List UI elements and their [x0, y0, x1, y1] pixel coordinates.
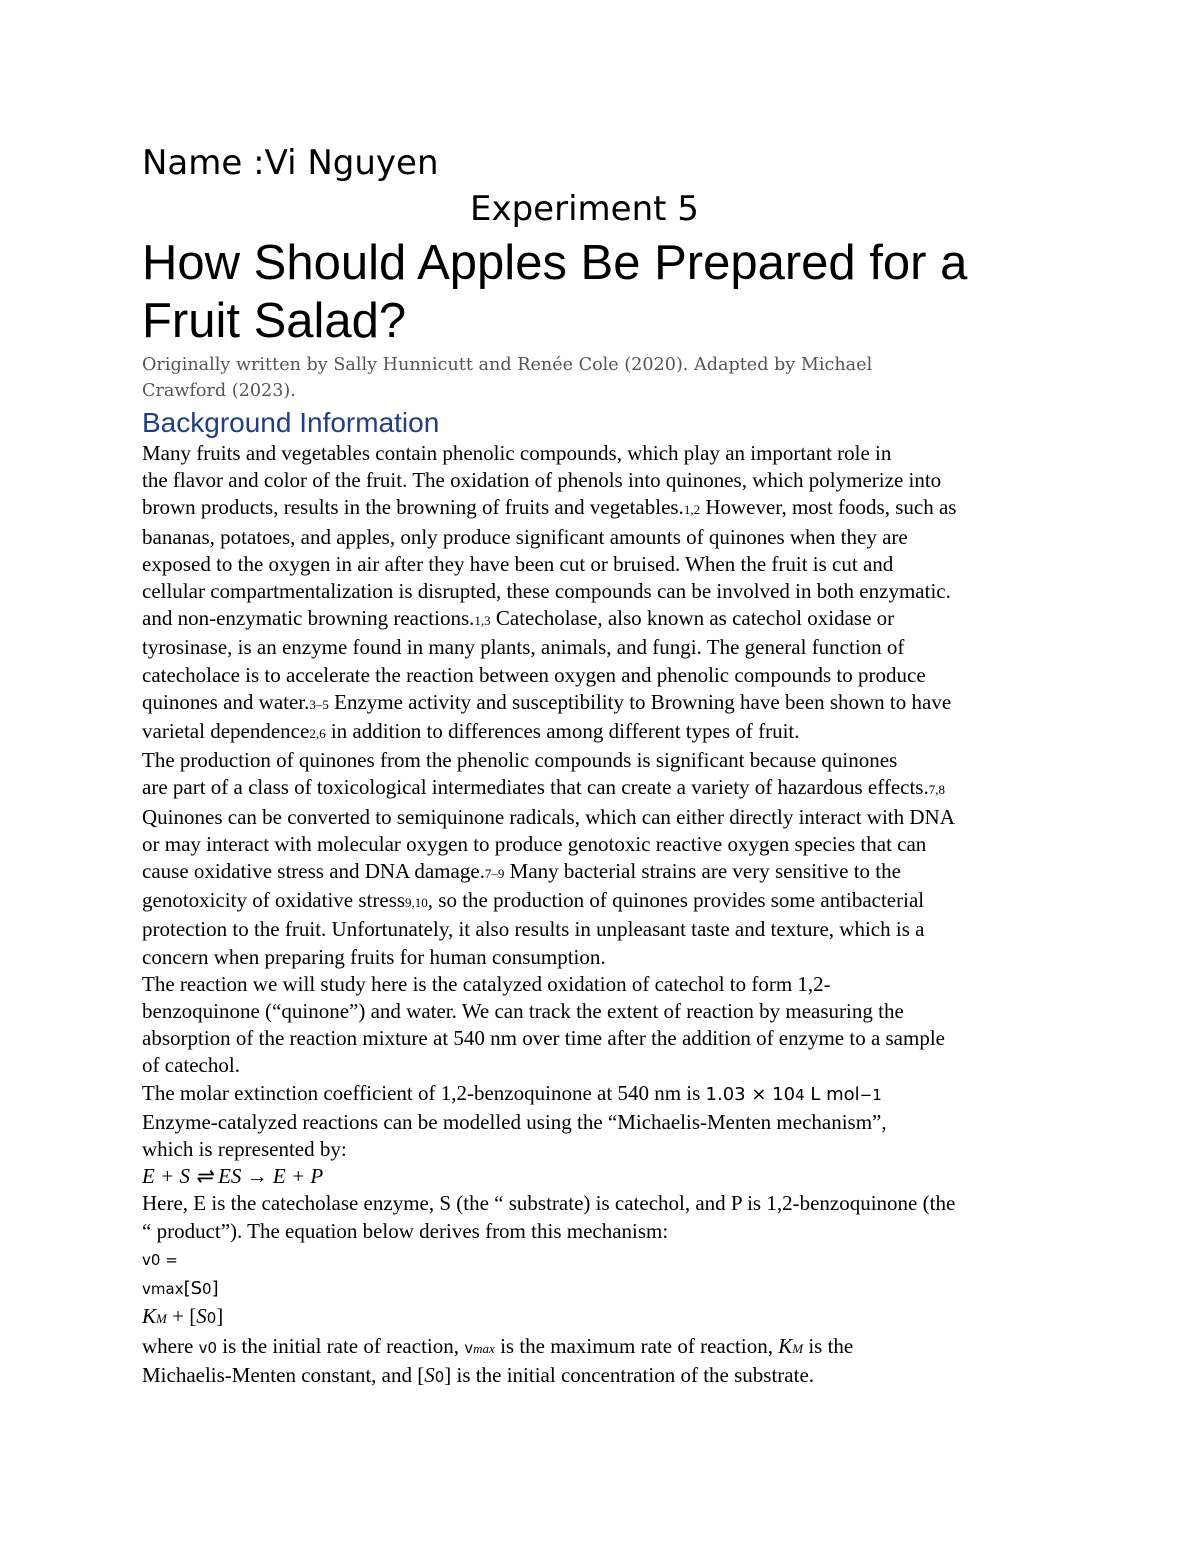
subscript: 0 [202, 1280, 212, 1299]
citation: 1,3 [474, 613, 491, 629]
text-line: Many fruits and vegetables contain phenolic compounds, which play an important role in [142, 441, 892, 465]
text-line: “ product”). The equation below derives from this mechanism: [142, 1218, 669, 1243]
equation-part: v [198, 1338, 208, 1357]
subscript: M [156, 1311, 167, 1327]
paragraph-3 [142, 971, 1072, 1080]
citation: 3–5 [309, 696, 329, 712]
citation: 1,2 [683, 502, 701, 518]
citation: 9,10 [405, 895, 428, 911]
text-line: Here, E is the catecholase enzyme, S (the “ substrate) is catechol, and P is 1,2-benzoquinone (the [142, 1191, 956, 1216]
text-line: tyrosinase, is an enzyme found in many plants, animals, and fungi. The general function of [142, 635, 905, 660]
paragraph-1 [142, 440, 1072, 747]
paragraph-4 [142, 1080, 1072, 1391]
equation-part: v [142, 1280, 151, 1299]
equation-part: [S [183, 1278, 203, 1300]
text-line: protection to the fruit. Unfortunately, it also results in unpleasant taste and texture, which is a [142, 917, 925, 942]
exponent: −1 [859, 1085, 882, 1104]
equation-part: S [196, 1304, 207, 1329]
equation-part: S [424, 1362, 435, 1387]
text-line: The reaction we will study here is the catalyzed oxidation of catechol to form 1,2- [142, 971, 831, 996]
text-line: where [142, 1333, 199, 1358]
text-line: is the initial rate of reaction, [217, 1333, 465, 1358]
credit-line-1: Originally written by Sally Hunnicutt and Renée Cole (2020). Adapted by Michael [142, 355, 873, 375]
subscript: max [473, 1340, 495, 1356]
text-line: and non-enzymatic browning reactions. [142, 606, 475, 631]
text-line: benzoquinone (“quinone”) and water. We can track the extent of reaction by measuring the [142, 999, 904, 1024]
paragraph-2 [142, 747, 1072, 971]
text-line: quinones and water. [142, 689, 310, 714]
subscript: M [792, 1340, 804, 1356]
subscript: max [150, 1280, 184, 1299]
credit-line-2: Crawford (2023). [142, 381, 296, 401]
text-line: Quinones can be converted to semiquinone radicals, which can either directly interact with DNA [142, 804, 955, 829]
text-line: are part of a class of toxicological intermediates that can create a variety of hazardous effects. [142, 775, 929, 800]
equation-part: K [142, 1304, 157, 1329]
background-body [142, 440, 1072, 1391]
text-line: brown products, results in the browning of fruits and vegetables. [142, 495, 684, 520]
citation: 7–9 [484, 866, 505, 882]
subscript: 0 [207, 1338, 217, 1357]
citation: 2,6 [309, 726, 326, 742]
text-line: However, most foods, such as [700, 495, 957, 520]
text-line: The production of quinones from the phenolic compounds is significant because quinones [142, 748, 898, 773]
text-line: cause oxidative stress and DNA damage. [142, 859, 485, 884]
text-line: concern when preparing fruits for human consumption. [142, 944, 606, 969]
text-line: cellular compartmentalization is disrupted, these compounds can be involved in both enzymatic. [142, 579, 951, 604]
experiment-number: Experiment 5 [470, 189, 699, 229]
mechanism-equation: E + S ⇌ ES → E + P [142, 1164, 324, 1189]
subscript: 0 [150, 1250, 161, 1269]
text-line: genotoxicity of oxidative stress [142, 888, 406, 913]
text-line: exposed to the oxygen in air after they have been cut or bruised. When the fruit is cut and [142, 551, 894, 576]
equation-part: K [778, 1333, 793, 1358]
document-content [142, 140, 1072, 1391]
text-line: Many bacterial strains are very sensitive to the [504, 859, 901, 884]
text-line: absorption of the reaction mixture at 540 nm over time after the addition of enzyme to a sample [142, 1026, 945, 1051]
author-credit [142, 352, 942, 404]
title-line-1: How Should Apples Be Prepared for a [142, 236, 968, 290]
equation-part: = [160, 1250, 178, 1269]
text-line: , so the production of quinones provides some antibacterial [427, 888, 925, 913]
text-line: catecholace is to accelerate the reaction between oxygen and phenolic compounds to produce [142, 662, 926, 687]
section-heading: Background Information [142, 407, 440, 438]
equation-part: v [464, 1338, 474, 1357]
equation-part: + [ [166, 1304, 197, 1329]
exponent: 4 [795, 1085, 805, 1104]
text-line: The molar extinction coefficient of 1,2-benzoquinone at 540 nm is [142, 1080, 706, 1105]
text-line: Catecholase, also known as catechol oxidase or [490, 606, 895, 631]
text-line: or may interact with molecular oxygen to produce genotoxic reactive oxygen species that can [142, 831, 927, 856]
text-line: is the [803, 1333, 854, 1358]
citation: 7,8 [928, 782, 945, 798]
equation-part: ] [216, 1304, 224, 1329]
text-line: in addition to differences among different types of fruit. [325, 719, 800, 744]
text-line: the flavor and color of the fruit. The oxidation of phenols into quinones, which polymerize into [142, 468, 942, 493]
text-line: of catechol. [142, 1053, 240, 1078]
text-line: is the maximum rate of reaction, [494, 1333, 779, 1358]
text-line: varietal dependence [142, 719, 310, 744]
text-line: bananas, potatoes, and apples, only produce significant amounts of quinones when they are [142, 524, 908, 549]
equation-part: ] [211, 1278, 219, 1300]
document-title [142, 234, 1072, 350]
coefficient-value: 1.03 × 10 [705, 1083, 796, 1105]
text-line: ] is the initial concentration of the substrate. [444, 1362, 815, 1387]
text-line: Michaelis-Menten constant, and [ [142, 1362, 425, 1387]
title-line-2: Fruit Salad? [142, 294, 407, 348]
student-name: Name :Vi Nguyen [142, 143, 439, 183]
equation-part: v [142, 1250, 151, 1269]
text-line: which is represented by: [142, 1137, 347, 1162]
subscript: 0 [434, 1367, 445, 1386]
subscript: 0 [206, 1309, 217, 1328]
unit: L mol [804, 1083, 860, 1105]
text-line: Enzyme-catalyzed reactions can be modelled using the “Michaelis-Menten mechanism”, [142, 1109, 887, 1134]
text-line: Enzyme activity and susceptibility to Browning have been shown to have [328, 689, 952, 714]
